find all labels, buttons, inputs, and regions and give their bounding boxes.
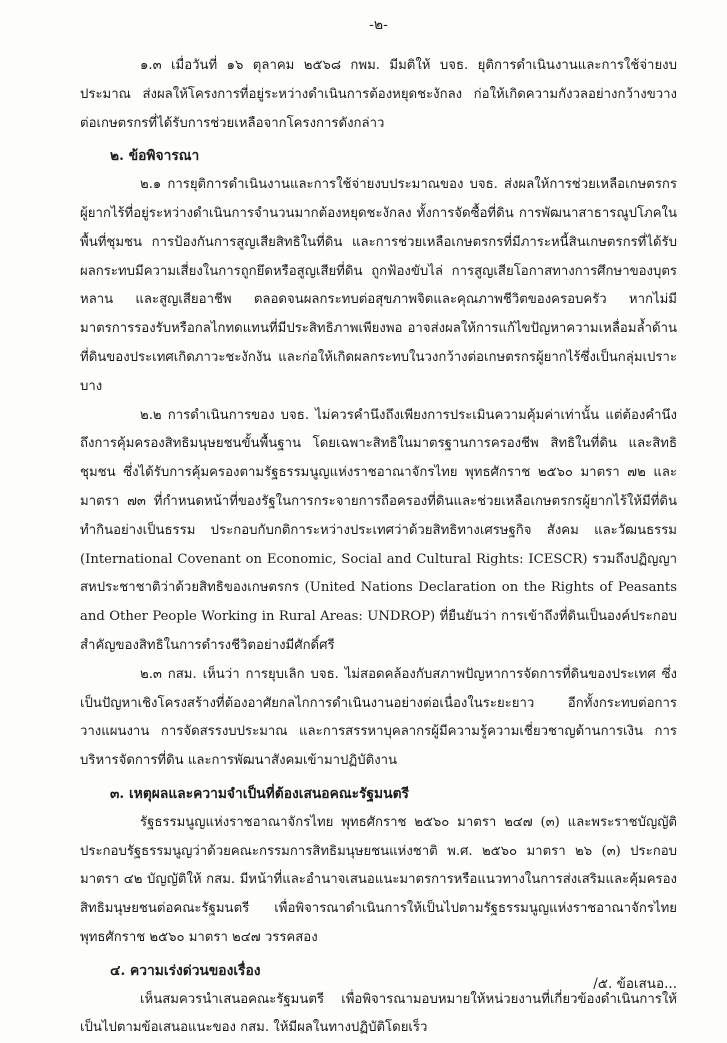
heading-reasons: ๓. เหตุผลและความจำเป็นที่ต้องเสนอคณะรัฐมนตรี [80,780,677,809]
paragraph-3: รัฐธรรมนูญแห่งราชอาณาจักรไทย พุทธศักราช ๒๕๖๐ มาตรา ๒๔๗ (๓) และพระราชบัญญัติประกอบรัฐธรรมนูญว่าด้วยคณะกรรมการสิทธิมนุษยชนแห่งชาติ พ.ศ. ๒๕๖๐ มาตรา ๒๖ (๓) ประกอบมาตรา ๔๒ บัญญัติให้ กสม. มีหน้าที่และอำนาจเสนอแนะมาตรการหรือแนวทางในการส่งเสริมและคุ้มครองสิทธิมนุษยชนต่อคณะรัฐมนตรี เพื่อพิจารณาดำเนินการให้เป็นไปตามรัฐธรรมนูญแห่งราชอาณาจักรไทย พุทธศักราช ๒๕๖๐ มาตรา ๒๔๗ วรรคสอง [80,809,677,953]
paragraph-2-2: ๒.๒ การดำเนินการของ บจธ. ไม่ควรคำนึงถึงเพียงการประเมินความคุ้มค่าเท่านั้น แต่ต้องคำนึงถึงการคุ้มครองสิทธิมนุษยชนขั้นพื้นฐาน โดยเฉพาะสิทธิในมาตรฐานการครองชีพ สิทธิในที่ดิน และสิทธิชุมชน ซึ่งได้รับการคุ้มครองตามรัฐธรรมนูญแห่งราชอาณาจักรไทย พุทธศักราช ๒๕๖๐ มาตรา ๗๒ และมาตรา ๗๓ ที่กำหนดหน้าที่ของรัฐในการกระจายการถือครองที่ดินและช่วยเหลือเกษตรกรผู้ยากไร้ให้มีที่ดินทำกินอย่างเป็นธรรม ประกอบกับกติการะหว่างประเทศว่าด้วยสิทธิทางเศรษฐกิจ สังคม และวัฒนธรรม (International Covenant on Economic, Social and Cultural Rights: ICESCR) รวมถึงปฏิญญาสหประชาชาติว่าด้วยสิทธิของเกษตรกร (United Nations Declaration on the Rights of Peasants and Other People Working in Rural Areas: UNDROP) ที่ยืนยันว่า การเข้าถึงที่ดินเป็นองค์ประกอบสำคัญของสิทธิในการดำรงชีวิตอย่างมีศักดิ์ศรี [80,402,677,661]
heading-considerations: ๒. ข้อพิจารณา [80,142,677,171]
continuation-note: /๕. ข้อเสนอ... [593,972,677,994]
paragraph-1-3: ๑.๓ เมื่อวันที่ ๑๖ ตุลาคม ๒๕๖๘ กพม. มีมติให้ บจธ. ยุติการดำเนินงานและการใช้จ่ายงบประมาณ ส่งผลให้โครงการที่อยู่ระหว่างดำเนินการต้องหยุดชะงักลง ก่อให้เกิดความกังวลอย่างกว้างขวางต่อเกษตรกรที่ได้รับการช่วยเหลือจากโครงการดังกล่าว [80,52,677,138]
page-number: -๒- [80,14,677,36]
heading-urgency: ๔. ความเร่งด่วนของเรื่อง [80,957,677,986]
paragraph-2-1: ๒.๑ การยุติการดำเนินงานและการใช้จ่ายงบประมาณของ บจธ. ส่งผลให้การช่วยเหลือเกษตรกรผู้ยากไร้ที่อยู่ระหว่างดำเนินการจำนวนมากต้องหยุดชะงักลง ทั้งการจัดซื้อที่ดิน การพัฒนาสาธารณูปโภคในพื้นที่ชุมชน การป้องกันการสูญเสียสิทธิในที่ดิน และการช่วยเหลือเกษตรกรที่มีภาระหนี้สินเกษตรกรที่ได้รับผลกระทบมีความเสี่ยงในการถูกยึดหรือสูญเสียที่ดิน ถูกฟ้องขับไล่ การสูญเสียโอกาสทางการศึกษาของบุตรหลาน และสูญเสียอาชีพ ตลอดจนผลกระทบต่อสุขภาพจิตและคุณภาพชีวิตของครอบครัว หากไม่มีมาตรการรองรับหรือกลไกทดแทนที่มีประสิทธิภาพเพียงพอ อาจส่งผลให้การแก้ไขปัญหาความเหลื่อมล้ำด้านที่ดินของประเทศเกิดภาวะชะงักงัน และก่อให้เกิดผลกระทบในวงกว้างต่อเกษตรกรผู้ยากไร้ซึ่งเป็นกลุ่มเปราะบาง [80,171,677,401]
paragraph-2-3: ๒.๓ กสม. เห็นว่า การยุบเลิก บจธ. ไม่สอดคล้องกับสภาพปัญหาการจัดการที่ดินของประเทศ ซึ่งเป็นปัญหาเชิงโครงสร้างที่ต้องอาศัยกลไกการดำเนินงานอย่างต่อเนื่องในระยะยาว อีกทั้งกระทบต่อการวางแผนงาน การจัดสรรงบประมาณ และการสรรหาบุคลากรผู้มีความรู้ความเชี่ยวชาญด้านการเงิน การบริหารจัดการที่ดิน และการพัฒนาสังคมเข้ามาปฏิบัติงาน [80,661,677,776]
paragraph-4: เห็นสมควรนำเสนอคณะรัฐมนตรี เพื่อพิจารณามอบหมายให้หน่วยงานที่เกี่ยวข้องดำเนินการให้เป็นไปตามข้อเสนอแนะของ กสม. ให้มีผลในทางปฏิบัติโดยเร็ว [80,986,677,1043]
